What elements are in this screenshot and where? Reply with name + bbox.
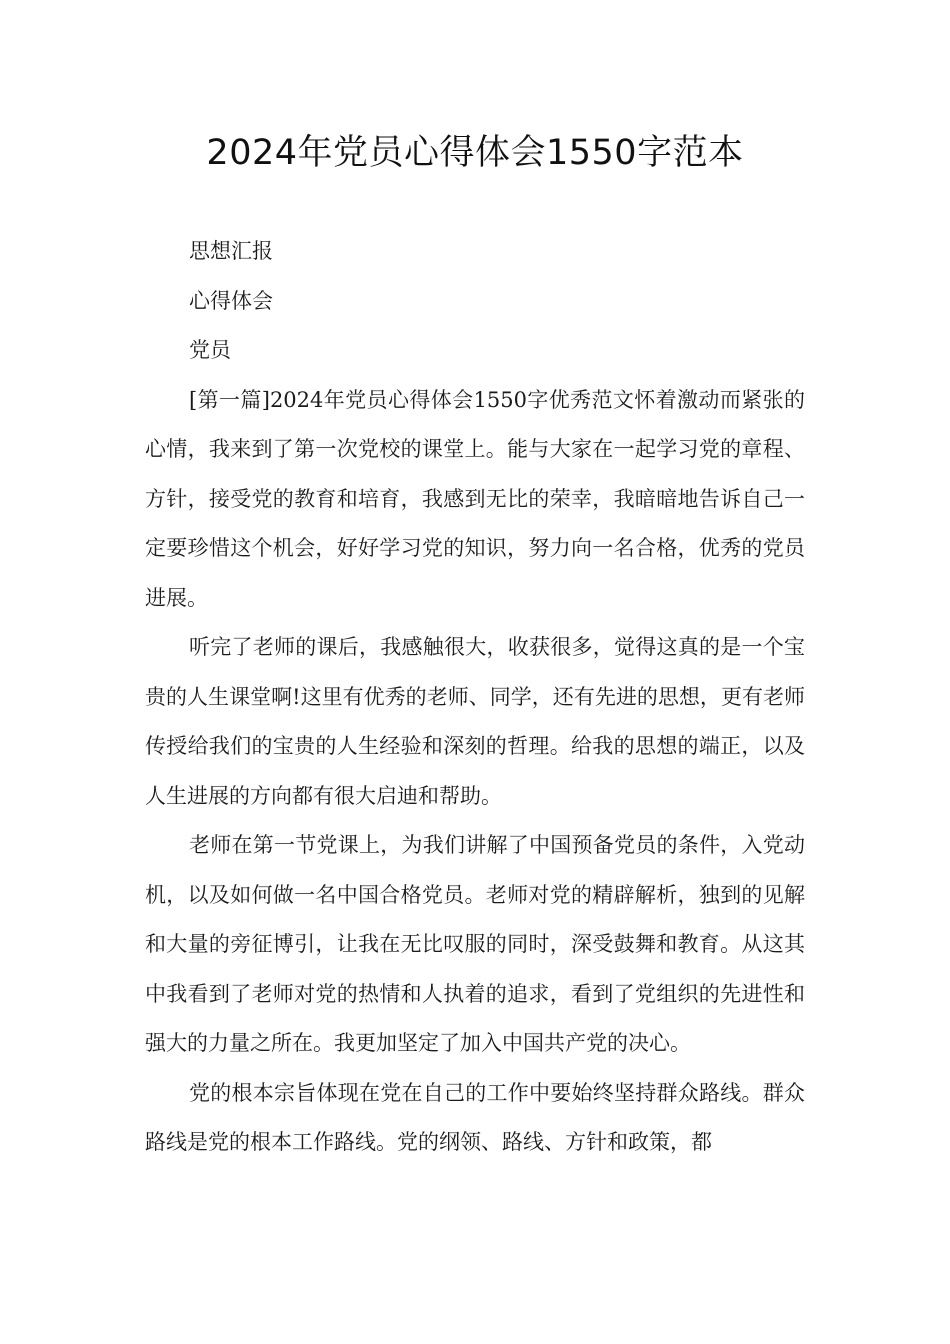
body-paragraph: 老师在第一节党课上，为我们讲解了中国预备党员的条件，入党动机，以及如何做一名中国合格党员。老师对党的精辟解析，独到的见解和大量的旁征博引，让我在无比叹服的同时，深受鼓舞和教育。从这其中我看到了老师对党的热情和人执着的追求，看到了党组织的先进性和强大的力量之所在。我更加坚定了加入中国共产党的决心。	[145, 833, 805, 1055]
keyword-line: 心得体会	[189, 288, 273, 313]
document-title: 2024年党员心得体会1550字范本	[206, 133, 744, 173]
body-paragraph: [第一篇]2024年党员心得体会1550字优秀范文怀着激动而紧张的心情，我来到了第一次党校的课堂上。能与大家在一起学习党的章程、方针，接受党的教育和培育，我感到无比的荣幸，我暗暗地告诉自己一定要珍惜这个机会，好好学习党的知识，努力向一名合格，优秀的党员进展。	[145, 387, 805, 610]
keyword-line: 思想汇报	[189, 239, 273, 263]
document-body	[145, 227, 805, 1168]
keyword-line: 党员	[189, 338, 231, 362]
body-paragraph: 听完了老师的课后，我感触很大，收获很多，觉得这真的是一个宝贵的人生课堂啊!这里有优秀的老师、同学，还有先进的思想，更有老师传授给我们的宝贵的人生经验和深刻的哲理。给我的思想的端正，以及人生进展的方向都有很大启迪和帮助。	[145, 635, 805, 808]
body-paragraph: 党的根本宗旨体现在党在自己的工作中要始终坚持群众路线。群众路线是党的根本工作路线。党的纲领、路线、方针和政策，都	[145, 1080, 805, 1154]
